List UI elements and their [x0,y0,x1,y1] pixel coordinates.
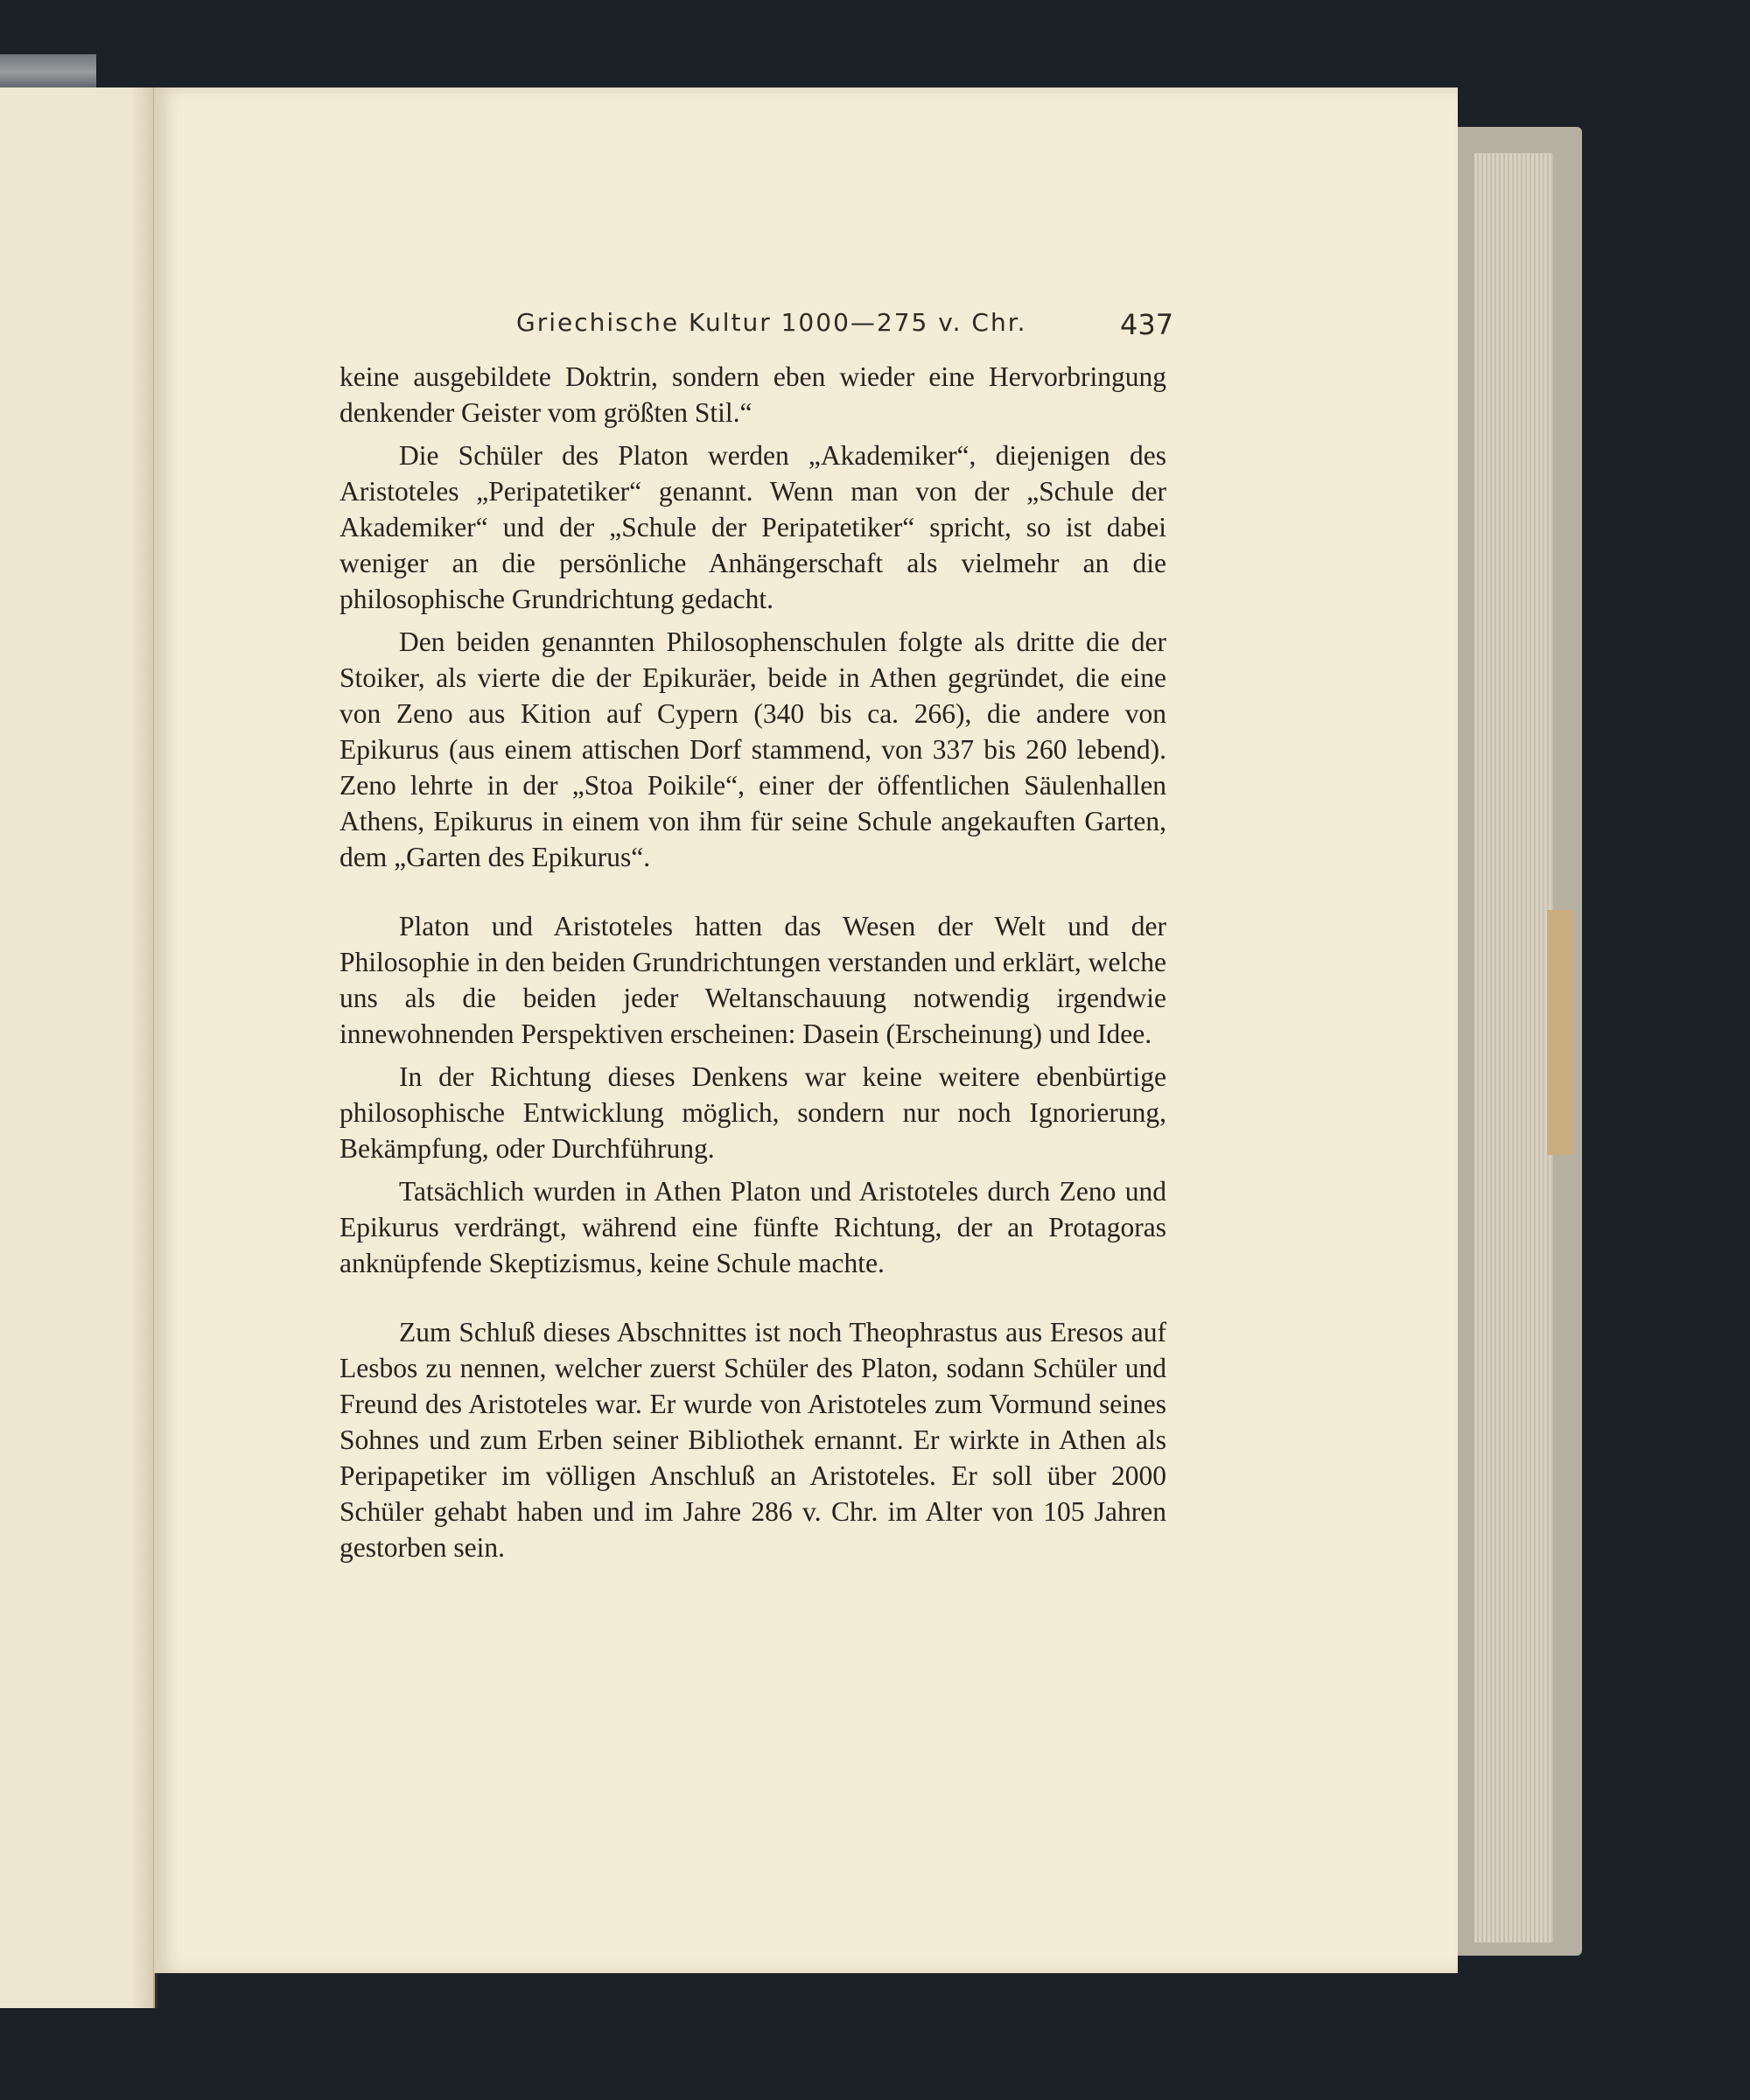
paragraph-stoics-epicureans: Den beiden genannten Philosophenschulen folgte als dritte die der Stoiker, als vierte die der Epikuräer, beide in Athen gegründet, die eine von Zeno aus Kition auf Cypern (340 bis ca. 266), die andere von Epikurus (aus einem attischen Dorf stammend, von 337 bis 260 lebend). Zeno lehrte in der „Stoa Poikile“, einer der öffentlichen Säulenhallen Athens, Epikurus in einem von ihm für seine Schule angekauften Garten, dem „Garten des Epikurus“. [340,626,1166,872]
page-edge-discoloration [1547,910,1573,1155]
paragraph-displacement: Tatsächlich wurden in Athen Platon und Aristoteles durch Zeno und Epikurus verdrängt, während eine fünfte Richtung, der an Protagoras anknüpfende Skeptizismus, keine Schule machte. [340,1176,1166,1278]
section-gap [340,1288,1166,1314]
paragraph-platon-aristoteles: Platon und Aristoteles hatten das Wesen der Welt und der Philosophie in den beiden Grundrichtungen verstanden und erklärt, welche uns als die beiden jeder Weltanschauung notwendig irgendwie innewohnenden Perspektiven erscheinen: Dasein (Erscheinung) und Idee. [340,911,1166,1049]
paragraph-schools: Die Schüler des Platon werden „Akademiker“, diejenigen des Aristoteles „Peripatetiker“ genannt. Wenn man von der „Schule der Akademiker“ und der „Schule der Peripatetiker“ spricht, so ist dabei weniger an die persönliche Anhängerschaft als vielmehr an die philosophische Grundrichtung gedacht. [340,440,1166,614]
page-body [340,359,1166,1572]
book-cover-edge [0,54,96,89]
running-head: Griechische Kultur 1000—275 v. Chr. [516,308,1027,337]
page-number: 437 [1120,308,1174,341]
page-edges [1474,153,1553,1942]
section-gap [340,882,1166,908]
paragraph-continuation: keine ausgebildete Doktrin, sondern eben wieder eine Hervorbringung denkender Geister vom größten Stil.“ [340,361,1166,428]
paragraph-direction: In der Richtung dieses Denkens war keine weitere ebenbürtige philosophische Entwicklung möglich, sondern nur noch Ignorierung, Bekämpfung, oder Durchführung. [340,1061,1166,1164]
paragraph-theophrastus: Zum Schluß dieses Abschnittes ist noch Theophrastus aus Eresos auf Lesbos zu nennen, welcher zuerst Schüler des Platon, sodann Schüler und Freund des Aristoteles war. Er wurde von Aristoteles zum Vormund seines Sohnes und zum Erben seiner Bibliothek ernannt. Er wirkte in Athen als Peripapetiker im völligen Anschluß an Aristoteles. Er soll über 2000 Schüler gehabt haben und im Jahre 286 v. Chr. im Alter von 105 Jahren gestorben sein. [340,1317,1166,1563]
